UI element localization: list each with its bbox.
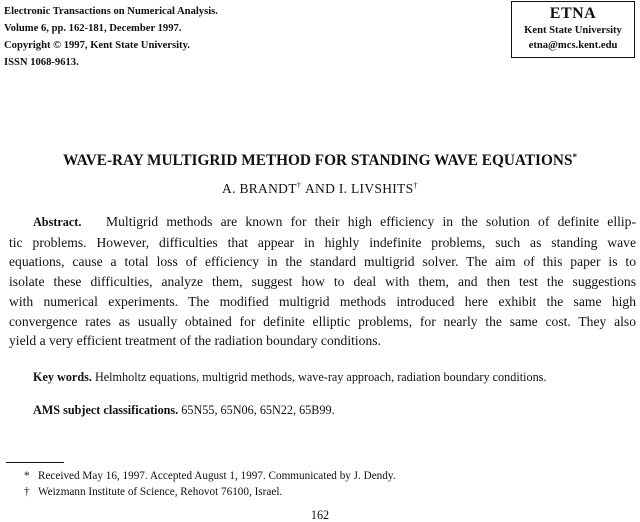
abstract-line: tic problems. However, difficulties that appear in highly indefinite problems, such as standing wave <box>9 234 636 250</box>
footnote-affiliation <box>24 485 282 499</box>
journal-header <box>4 3 218 71</box>
abstract-line: with numerical experiments. The modified multigrid methods introduced here exhibit the same high <box>9 293 636 309</box>
footnote-text: Received May 16, 1997. Accepted August 1, 1997. Communicated by J. Dendy. <box>38 470 396 482</box>
author-1-mark: † <box>296 180 302 190</box>
ams-classifications <box>33 402 633 418</box>
title-footnote-mark: * <box>572 152 577 162</box>
paper-title <box>0 147 640 171</box>
etna-title: ETNA <box>549 5 597 22</box>
ams-label: AMS subject classifications. <box>33 403 179 417</box>
footnote-received <box>24 469 396 483</box>
authors <box>0 176 640 198</box>
journal-issn: ISSN 1068-9613. <box>4 57 79 68</box>
authors-and: AND <box>305 181 336 196</box>
key-words-label: Key words. <box>33 370 92 384</box>
footnote-mark: * <box>24 470 30 482</box>
page-number: 162 <box>310 508 330 522</box>
abstract-line: yield a very efficient treatment of the radiation boundary conditions. <box>9 333 381 349</box>
author-1: A. BRANDT <box>222 181 297 196</box>
journal-copyright: Copyright © 1997, Kent State University. <box>4 40 190 51</box>
paper-title-text: WAVE-RAY MULTIGRID METHOD FOR STANDING WAVE EQUATIONS <box>63 152 573 169</box>
footnote-divider <box>6 462 64 463</box>
abstract-line: equations, cause a total loss of efficiency in the standard multigrid solver. The aim of this paper is to <box>9 254 636 270</box>
abstract-line: convergence rates as usually obtained for definite elliptic problems, for nearly the same cost. They also <box>9 313 636 329</box>
etna-email: etna@mcs.kent.edu <box>528 40 618 51</box>
footnote-text: Weizmann Institute of Science, Rehovot 76100, Israel. <box>38 486 283 498</box>
author-2-mark: † <box>413 180 418 190</box>
journal-volume: Volume 6, pp. 162-181, December 1997. <box>4 23 182 34</box>
journal-name: Electronic Transactions on Numerical Analysis. <box>4 6 218 17</box>
key-words-text: Helmholtz equations, multigrid methods, wave-ray approach, radiation boundary conditions. <box>94 370 547 384</box>
abstract-line: isolate these difficulties, analyze them, suggest how to deal with them, and then test the suggestions <box>9 274 636 290</box>
etna-university: Kent State University <box>524 25 622 36</box>
abstract-label: Abstract. <box>33 215 82 229</box>
footnote-mark: † <box>24 486 30 498</box>
etna-box <box>511 1 635 58</box>
abstract-line: Abstract. Multigrid methods are known for their high efficiency in the solution of definite ellip- <box>33 214 636 229</box>
author-2: I. LIVSHITS <box>338 181 414 196</box>
ams-text: 65N55, 65N06, 65N22, 65B99. <box>181 403 335 417</box>
key-words <box>33 369 633 385</box>
abstract <box>9 212 636 351</box>
